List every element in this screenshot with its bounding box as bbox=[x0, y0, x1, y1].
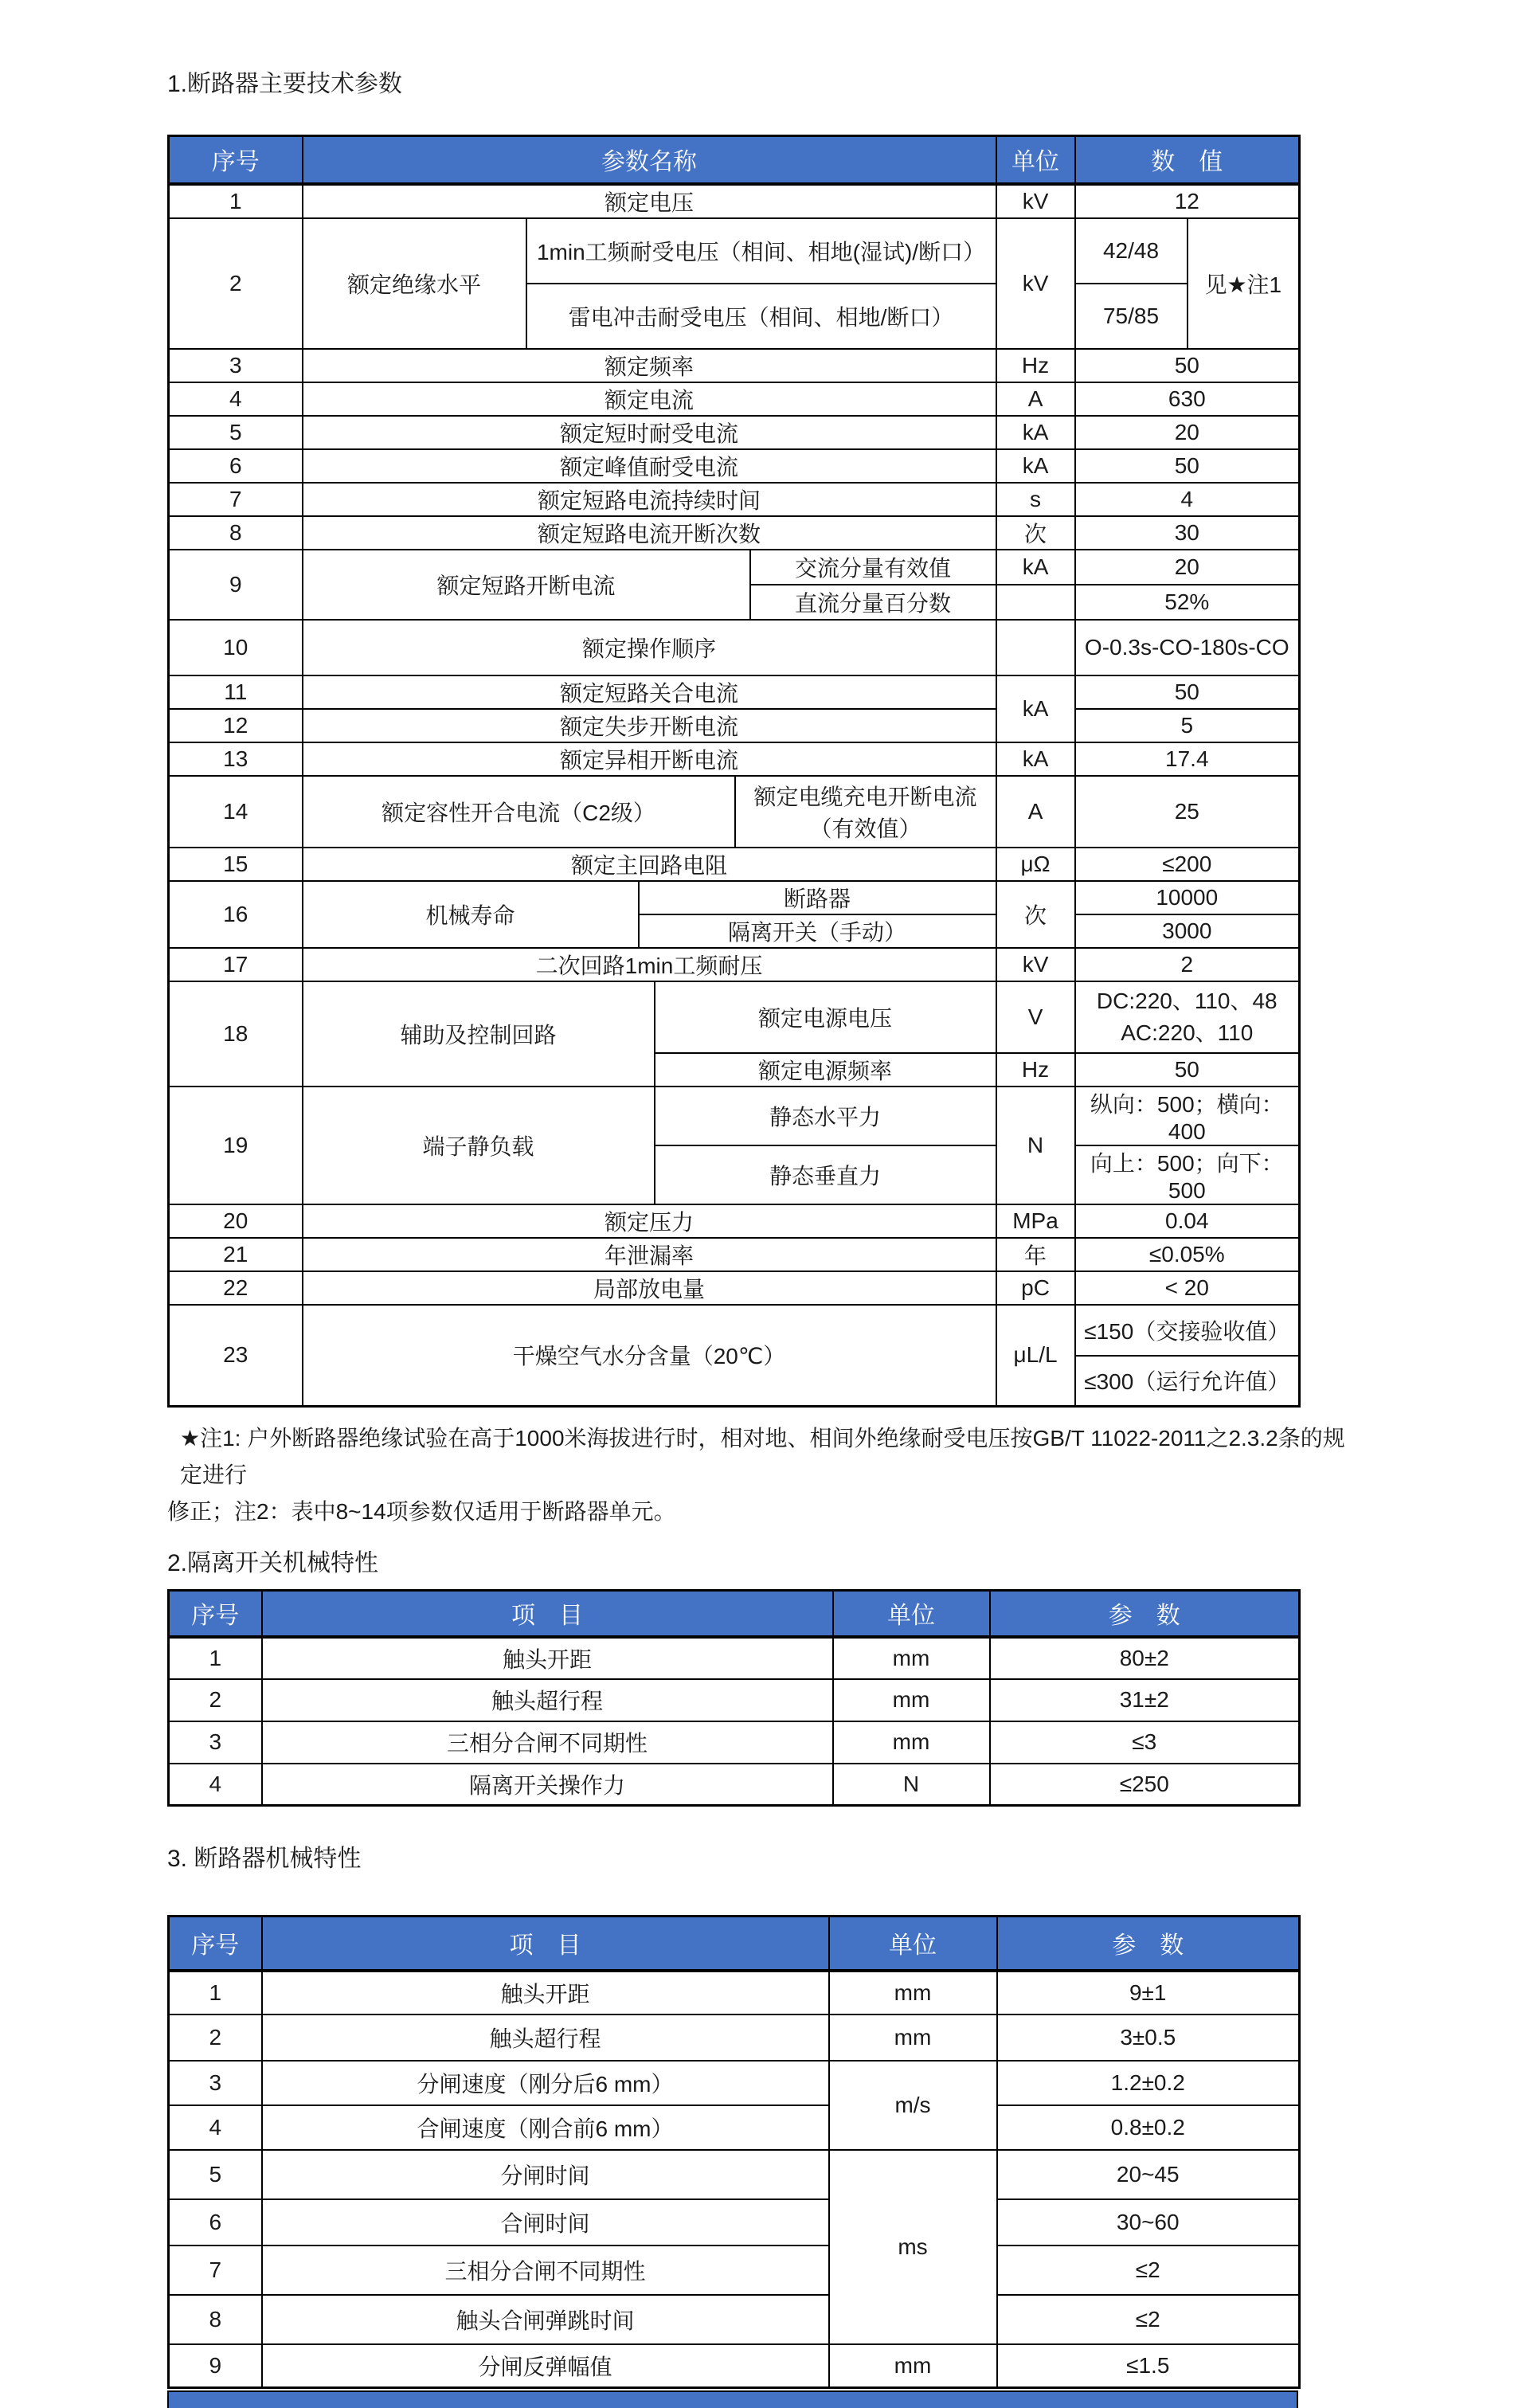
param-subname: 交流分量有效值 bbox=[750, 550, 996, 585]
table-row bbox=[169, 2105, 1300, 2150]
item-name: 触头合闸弹跳时间 bbox=[262, 2295, 829, 2344]
row-no: 11 bbox=[169, 675, 303, 709]
param-name: 额定短路开断电流 bbox=[303, 550, 750, 620]
row-no: 21 bbox=[169, 1238, 303, 1271]
row-no: 17 bbox=[169, 948, 303, 981]
col-header-no: 序号 bbox=[169, 1591, 262, 1637]
section2-title: 2.隔离开关机械特性 bbox=[167, 1550, 379, 1576]
item-name: 触头开距 bbox=[262, 1637, 833, 1679]
table-row bbox=[169, 2150, 1300, 2199]
value: 0.04 bbox=[1075, 1204, 1300, 1238]
item-name: 触头开距 bbox=[262, 1971, 829, 2014]
value bbox=[1075, 981, 1300, 1053]
unit: A bbox=[996, 382, 1075, 416]
row-no: 1 bbox=[169, 1637, 262, 1679]
item-name: 分闸反弹幅值 bbox=[262, 2344, 829, 2388]
unit: kA bbox=[996, 742, 1075, 776]
unit: mm bbox=[829, 2014, 997, 2061]
table-row bbox=[169, 382, 1300, 416]
table-row bbox=[169, 2061, 1300, 2105]
row-no: 6 bbox=[169, 2199, 262, 2246]
unit: μL/L bbox=[996, 1305, 1075, 1407]
col-header-value: 数 值 bbox=[1075, 136, 1300, 184]
row-no: 1 bbox=[169, 1971, 262, 2014]
col-header-item: 项 目 bbox=[262, 1591, 833, 1637]
table-row bbox=[169, 1204, 1300, 1238]
table-row bbox=[169, 2246, 1300, 2295]
param-name: 年泄漏率 bbox=[303, 1238, 996, 1271]
param-name: 额定短路关合电流 bbox=[303, 675, 996, 709]
table-row bbox=[169, 184, 1300, 218]
value-line-ac: AC:220、110 bbox=[1121, 1020, 1254, 1045]
param-name: 额定主回路电阻 bbox=[303, 848, 996, 881]
row-no: 2 bbox=[169, 218, 303, 349]
table-row bbox=[169, 2295, 1300, 2344]
table-header-row bbox=[169, 1591, 1300, 1637]
param-subname: 额定电源频率 bbox=[655, 1053, 996, 1087]
item-name: 合闸时间 bbox=[262, 2199, 829, 2246]
item-name: 分闸速度（刚分后6 mm） bbox=[262, 2061, 829, 2105]
row-no: 2 bbox=[169, 1679, 262, 1721]
unit: kV bbox=[996, 218, 1075, 349]
row-no: 7 bbox=[169, 483, 303, 516]
section3-title: 3. 断路器机械特性 bbox=[167, 1846, 362, 1872]
param-name: 二次回路1min工频耐压 bbox=[303, 948, 996, 981]
unit: kA bbox=[996, 416, 1075, 449]
unit: MPa bbox=[996, 1204, 1075, 1238]
item-name: 三相分合闸不同期性 bbox=[262, 2246, 829, 2295]
param-name: 机械寿命 bbox=[303, 881, 639, 948]
table-row bbox=[169, 848, 1300, 881]
unit: mm bbox=[833, 1679, 990, 1721]
item-name: 分闸时间 bbox=[262, 2150, 829, 2199]
table-row bbox=[169, 550, 1300, 585]
row-no: 2 bbox=[169, 2014, 262, 2061]
table-row bbox=[169, 516, 1300, 550]
table-row bbox=[169, 1764, 1300, 1806]
unit: 次 bbox=[996, 881, 1075, 948]
param-name: 额定短路电流持续时间 bbox=[303, 483, 996, 516]
param-name: 端子静负载 bbox=[303, 1087, 655, 1204]
table-header-row bbox=[169, 1917, 1300, 1971]
value: 1.2±0.2 bbox=[997, 2061, 1300, 2105]
unit: mm bbox=[833, 1637, 990, 1679]
value: < 20 bbox=[1075, 1271, 1300, 1305]
value: 42/48 bbox=[1075, 218, 1188, 284]
row-no: 19 bbox=[169, 1087, 303, 1204]
param-name: 额定失步开断电流 bbox=[303, 709, 996, 742]
value: 2 bbox=[1075, 948, 1300, 981]
row-no: 4 bbox=[169, 1764, 262, 1806]
col-header-item: 项 目 bbox=[262, 1917, 829, 1971]
table-header-row bbox=[169, 136, 1300, 184]
footnotes bbox=[167, 1420, 1362, 1530]
value: 17.4 bbox=[1075, 742, 1300, 776]
row-no: 3 bbox=[169, 2061, 262, 2105]
value: 3000 bbox=[1075, 914, 1300, 948]
value: 30 bbox=[1075, 516, 1300, 550]
param-name: 额定压力 bbox=[303, 1204, 996, 1238]
row-no: 3 bbox=[169, 349, 303, 382]
param-subname: 隔离开关（手动） bbox=[639, 914, 996, 948]
value: ≤1.5 bbox=[997, 2344, 1300, 2388]
unit: m/s bbox=[829, 2061, 997, 2150]
value: 50 bbox=[1075, 449, 1300, 483]
unit: mm bbox=[829, 1971, 997, 2014]
unit bbox=[996, 585, 1075, 620]
value-note: 见★注1 bbox=[1188, 218, 1300, 349]
unit: kA bbox=[996, 550, 1075, 585]
section1-title: 1.断路器主要技术参数 bbox=[167, 71, 403, 97]
param-name: 额定绝缘水平 bbox=[303, 218, 526, 349]
table-row bbox=[169, 1679, 1300, 1721]
unit: kA bbox=[996, 449, 1075, 483]
item-name: 触头超行程 bbox=[262, 2014, 829, 2061]
param-subname: 额定电源电压 bbox=[655, 981, 996, 1053]
unit: ms bbox=[829, 2150, 997, 2344]
value: 80±2 bbox=[990, 1637, 1300, 1679]
table-row bbox=[169, 709, 1300, 742]
row-no: 20 bbox=[169, 1204, 303, 1238]
row-no: 9 bbox=[169, 2344, 262, 2388]
table-row bbox=[169, 776, 1300, 848]
disconnector-mech-table bbox=[167, 1589, 1301, 1807]
row-no: 14 bbox=[169, 776, 303, 848]
param-name: 局部放电量 bbox=[303, 1271, 996, 1305]
param-subname: 1min工频耐受电压（相间、相地(湿试)/断口） bbox=[526, 218, 996, 284]
footnote-line1: ★注1: 户外断路器绝缘试验在高于1000米海拔进行时，相对地、相间外绝缘耐受电压按GB/T 11022-2011之2.3.2条的规定进行 bbox=[180, 1426, 1345, 1487]
param-name: 干燥空气水分含量（20℃） bbox=[303, 1305, 996, 1407]
breaker-mech-table bbox=[167, 1915, 1301, 2389]
value: 25 bbox=[1075, 776, 1300, 848]
value: ≤2 bbox=[997, 2246, 1300, 2295]
table-row bbox=[169, 1971, 1300, 2014]
row-no: 8 bbox=[169, 2295, 262, 2344]
table-row bbox=[169, 483, 1300, 516]
param-name: 额定电流 bbox=[303, 382, 996, 416]
param-subname: 雷电冲击耐受电压（相间、相地/断口） bbox=[526, 284, 996, 349]
unit: N bbox=[996, 1087, 1075, 1204]
breaker-params-table bbox=[167, 135, 1301, 1408]
col-header-name: 参数名称 bbox=[303, 136, 996, 184]
value: 12 bbox=[1075, 184, 1300, 218]
value: 30~60 bbox=[997, 2199, 1300, 2246]
row-no: 10 bbox=[169, 620, 303, 675]
value: ≤250 bbox=[990, 1764, 1300, 1806]
value: 10000 bbox=[1075, 881, 1300, 914]
param-subname: 额定电缆充电开断电流（有效值） bbox=[735, 776, 996, 848]
unit: N bbox=[833, 1764, 990, 1806]
col-header-unit: 单位 bbox=[833, 1591, 990, 1637]
param-name: 额定短时耐受电流 bbox=[303, 416, 996, 449]
row-no: 1 bbox=[169, 184, 303, 218]
unit: A bbox=[996, 776, 1075, 848]
col-header-no: 序号 bbox=[169, 136, 303, 184]
row-no: 16 bbox=[169, 881, 303, 948]
row-no: 5 bbox=[169, 416, 303, 449]
param-name: 辅助及控制回路 bbox=[303, 981, 655, 1087]
table-row bbox=[169, 1087, 1300, 1145]
value: ≤3 bbox=[990, 1721, 1300, 1764]
unit: kV bbox=[996, 948, 1075, 981]
partial-next-table-header bbox=[167, 2390, 1298, 2408]
item-name: 隔离开关操作力 bbox=[262, 1764, 833, 1806]
table-row bbox=[169, 1637, 1300, 1679]
footnote-line2: 修正；注2：表中8~14项参数仅适用于断路器单元。 bbox=[167, 1499, 676, 1524]
row-no: 18 bbox=[169, 981, 303, 1087]
table-row bbox=[169, 218, 1300, 284]
unit: kV bbox=[996, 184, 1075, 218]
value: 20 bbox=[1075, 416, 1300, 449]
row-no: 3 bbox=[169, 1721, 262, 1764]
unit: kA bbox=[996, 675, 1075, 742]
value-line-dc: DC:220、110、48 bbox=[1096, 988, 1278, 1013]
param-subname: 静态垂直力 bbox=[655, 1145, 996, 1204]
param-name: 额定短路电流开断次数 bbox=[303, 516, 996, 550]
value: ≤300（运行允许值） bbox=[1075, 1356, 1300, 1407]
row-no: 15 bbox=[169, 848, 303, 881]
row-no: 7 bbox=[169, 2246, 262, 2295]
value: 纵向：500；横向：400 bbox=[1075, 1087, 1300, 1145]
value: 50 bbox=[1075, 1053, 1300, 1087]
table-row bbox=[169, 948, 1300, 981]
table-row bbox=[169, 675, 1300, 709]
unit: mm bbox=[829, 2344, 997, 2388]
unit: V bbox=[996, 981, 1075, 1053]
value: ≤150（交接验收值） bbox=[1075, 1305, 1300, 1356]
col-header-param: 参 数 bbox=[990, 1591, 1300, 1637]
value: ≤0.05% bbox=[1075, 1238, 1300, 1271]
row-no: 13 bbox=[169, 742, 303, 776]
value: O-0.3s-CO-180s-CO bbox=[1075, 620, 1300, 675]
row-no: 6 bbox=[169, 449, 303, 483]
param-name: 额定容性开合电流（C2级） bbox=[303, 776, 735, 848]
value: ≤2 bbox=[997, 2295, 1300, 2344]
row-no: 22 bbox=[169, 1271, 303, 1305]
row-no: 4 bbox=[169, 2105, 262, 2150]
table-row bbox=[169, 2344, 1300, 2388]
value: ≤200 bbox=[1075, 848, 1300, 881]
value: 9±1 bbox=[997, 1971, 1300, 2014]
row-no: 9 bbox=[169, 550, 303, 620]
param-name: 额定异相开断电流 bbox=[303, 742, 996, 776]
table-row bbox=[169, 449, 1300, 483]
row-no: 4 bbox=[169, 382, 303, 416]
col-header-no: 序号 bbox=[169, 1917, 262, 1971]
param-subname: 直流分量百分数 bbox=[750, 585, 996, 620]
unit: Hz bbox=[996, 349, 1075, 382]
param-name: 额定电压 bbox=[303, 184, 996, 218]
item-name: 三相分合闸不同期性 bbox=[262, 1721, 833, 1764]
table-row bbox=[169, 981, 1300, 1053]
value: 50 bbox=[1075, 349, 1300, 382]
unit bbox=[996, 620, 1075, 675]
col-header-unit: 单位 bbox=[829, 1917, 997, 1971]
value: 4 bbox=[1075, 483, 1300, 516]
table-row bbox=[169, 1721, 1300, 1764]
item-name: 合闸速度（刚合前6 mm） bbox=[262, 2105, 829, 2150]
col-header-param: 参 数 bbox=[997, 1917, 1300, 1971]
row-no: 5 bbox=[169, 2150, 262, 2199]
unit: 年 bbox=[996, 1238, 1075, 1271]
item-name: 触头超行程 bbox=[262, 1679, 833, 1721]
table-row bbox=[169, 620, 1300, 675]
unit: mm bbox=[833, 1721, 990, 1764]
table-row bbox=[169, 2199, 1300, 2246]
table-row bbox=[169, 1238, 1300, 1271]
param-subname: 断路器 bbox=[639, 881, 996, 914]
unit: 次 bbox=[996, 516, 1075, 550]
param-subname: 静态水平力 bbox=[655, 1087, 996, 1145]
value: 20 bbox=[1075, 550, 1300, 585]
row-no: 23 bbox=[169, 1305, 303, 1407]
col-header-unit: 单位 bbox=[996, 136, 1075, 184]
value: 75/85 bbox=[1075, 284, 1188, 349]
param-name: 额定峰值耐受电流 bbox=[303, 449, 996, 483]
table-row bbox=[169, 742, 1300, 776]
param-name: 额定频率 bbox=[303, 349, 996, 382]
value: 5 bbox=[1075, 709, 1300, 742]
unit: Hz bbox=[996, 1053, 1075, 1087]
value: 3±0.5 bbox=[997, 2014, 1300, 2061]
value: 20~45 bbox=[997, 2150, 1300, 2199]
unit: μΩ bbox=[996, 848, 1075, 881]
unit: s bbox=[996, 483, 1075, 516]
table-row bbox=[169, 349, 1300, 382]
value: 52% bbox=[1075, 585, 1300, 620]
value: 630 bbox=[1075, 382, 1300, 416]
row-no: 8 bbox=[169, 516, 303, 550]
value: 50 bbox=[1075, 675, 1300, 709]
value: 0.8±0.2 bbox=[997, 2105, 1300, 2150]
value: 向上：500；向下：500 bbox=[1075, 1145, 1300, 1204]
unit: pC bbox=[996, 1271, 1075, 1305]
table-row bbox=[169, 1305, 1300, 1356]
value: 31±2 bbox=[990, 1679, 1300, 1721]
param-name: 额定操作顺序 bbox=[303, 620, 996, 675]
row-no: 12 bbox=[169, 709, 303, 742]
table-row bbox=[169, 881, 1300, 914]
table-row bbox=[169, 2014, 1300, 2061]
table-row bbox=[169, 1271, 1300, 1305]
table-row bbox=[169, 416, 1300, 449]
